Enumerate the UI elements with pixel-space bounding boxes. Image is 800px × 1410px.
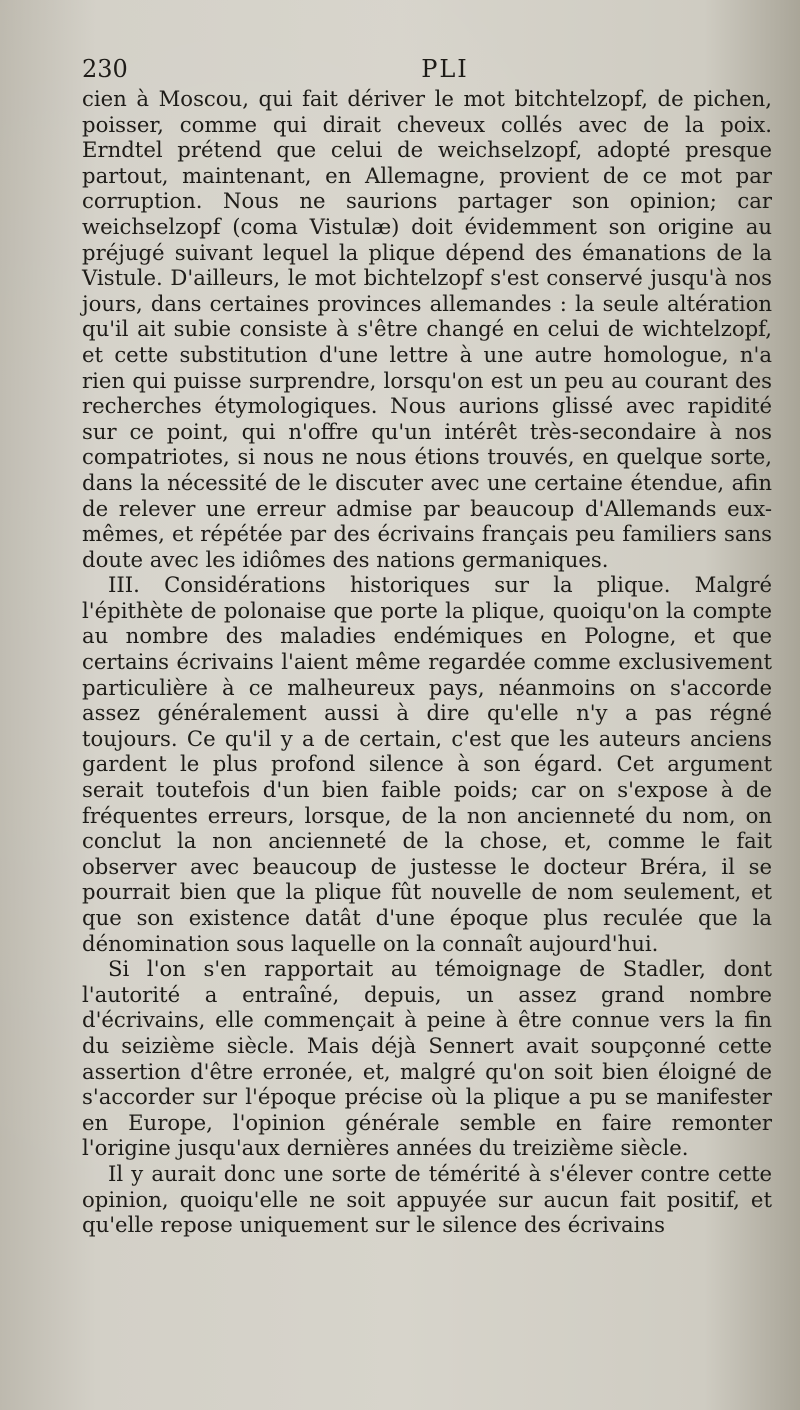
paragraph-temerity: Il y aurait donc une sorte de témérité à s'élever contre cette opinion, quoiqu'elle ne soit appuyée sur aucun fait positif, et qu'elle repose uniquement sur le silence des écrivains	[82, 1160, 772, 1238]
paragraph-etymology: cien à Moscou, qui fait dériver le mot bitchtelzopf, de pichen, poisser, comme qui dirait cheveux collés avec de la poix. Erndtel prétend que celui de weichselzopf, adopté presque partout, maintenant, en Allemagne, provient de ce mot par corruption. Nous ne saurions partager son opinion; car weichselzopf (coma Vistulæ) doit évidemment son origine au préjugé suivant lequel la plique dépend des émanations de la Vistule. D'ailleurs, le mot bichtelzopf s'est conservé jusqu'à nos jours, dans certaines provinces allemandes : la seule altération qu'il ait subie consiste à s'être changé en celui de wichtelzopf, et cette substitution d'une lettre à une autre homologue, n'a rien qui puisse surprendre, lorsqu'on est un peu au courant des recherches étymologiques. Nous aurions glissé avec rapidité sur ce point, qui n'offre qu'un intérêt très-secondaire à nos compatriotes, si nous ne nous étions trouvés, en quelque sorte, dans la nécessité de le discuter avec une certaine étendue, afin de relever une erreur admise par beaucoup d'Allemands eux-mêmes, et répétée par des écrivains français peu familiers sans doute avec les idiômes des nations germaniques.	[82, 86, 772, 572]
paragraph-historical-considerations: III. Considérations historiques sur la plique. Malgré l'épithète de polonaise que porte la plique, quoiqu'on la compte au nombre des maladies endémiques en Pologne, et que certains écrivains l'aient même regardée comme exclusivement particulière à ce malheureux pays, néanmoins on s'accorde assez généralement aussi à dire qu'elle n'y a pas régné toujours. Ce qu'il y a de certain, c'est que les auteurs anciens gardent le plus profond silence à son égard. Cet argument serait toutefois d'un bien faible poids; car on s'expose à de fréquentes erreurs, lorsque, de la non ancienneté du nom, on conclut la non ancienneté de la chose, et, comme le fait observer avec beaucoup de justesse le docteur Bréra, il se pourrait bien que la plique fût nouvelle de nom seulement, et que son existence datât d'une époque plus reculée que la dénomination sous laquelle on la connaît aujourd'hui.	[82, 572, 772, 956]
paragraph-stadler: Si l'on s'en rapportait au témoignage de Stadler, dont l'autorité a entraîné, depuis, un assez grand nombre d'écrivains, elle commençait à peine à être connue vers la fin du seizième siècle. Mais déjà Sennert avait soupçonné cette assertion d'être erronée, et, malgré qu'on soit bien éloigné de s'accorder sur l'époque précise où la plique a pu se manifester en Europe, l'opinion générale semble en faire remonter l'origine jusqu'aux dernières années du treizième siècle.	[82, 956, 772, 1161]
page-number: 230	[82, 55, 128, 83]
running-head: PLI	[421, 55, 469, 83]
body-text	[82, 86, 772, 1238]
page-header	[82, 52, 778, 86]
